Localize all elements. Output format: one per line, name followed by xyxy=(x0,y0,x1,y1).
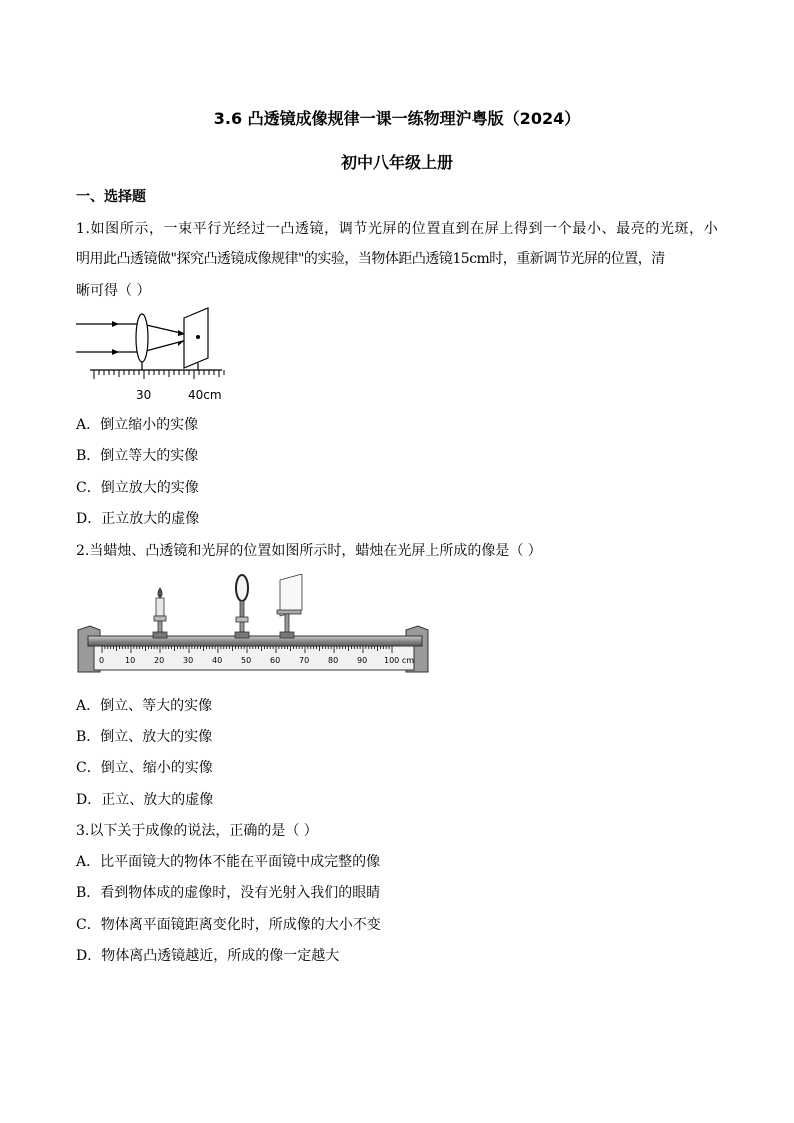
bench-label-70: 70 xyxy=(299,656,310,665)
ruler-label-40cm: 40cm xyxy=(188,388,222,402)
q3-option-d[interactable]: D．物体离凸透镜越近，所成的像一定越大 xyxy=(76,948,340,964)
candle-holder xyxy=(153,588,167,638)
bench-label-60: 60 xyxy=(270,656,281,665)
bench-label-40: 40 xyxy=(212,656,223,665)
lens-holder xyxy=(235,575,249,638)
q2-option-a[interactable]: A．倒立、等大的实像 xyxy=(76,698,213,714)
question-1-line-2: 明用此凸透镜做"探究凸透镜成像规律"的实验，当物体距凸透镜15cm时，重新调节光屏的位置，清 xyxy=(76,251,665,267)
ruler-label-30: 30 xyxy=(136,388,152,402)
bench-label-0: 0 xyxy=(99,656,105,665)
screen-holder xyxy=(277,574,302,638)
bench-label-80: 80 xyxy=(328,656,339,665)
bench-label-100cm: 100 cm xyxy=(384,656,415,665)
page-subtitle: 初中八年级上册 xyxy=(340,153,453,172)
section-heading: 一、选择题 xyxy=(76,189,146,205)
bench-label-90: 90 xyxy=(357,656,368,665)
bench-label-50: 50 xyxy=(241,656,252,665)
optical-bench-figure xyxy=(74,574,432,680)
bench-label-20: 20 xyxy=(154,656,165,665)
q3-option-a[interactable]: A．比平面镜大的物体不能在平面镜中成完整的像 xyxy=(76,854,381,870)
question-3-text: 3.以下关于成像的说法，正确的是（ ） xyxy=(76,823,318,839)
q1-option-b[interactable]: B．倒立等大的实像 xyxy=(76,448,199,464)
q3-option-c[interactable]: C．物体离平面镜距离变化时，所成像的大小不变 xyxy=(76,917,381,933)
question-1-line-3: 晰可得（ ） xyxy=(76,283,151,299)
q1-option-c[interactable]: C．倒立放大的实像 xyxy=(76,480,199,496)
question-2-text: 2.当蜡烛、凸透镜和光屏的位置如图所示时，蜡烛在光屏上所成的像是（ ） xyxy=(76,543,542,559)
page-title: 3.6 凸透镜成像规律一课一练物理沪粤版（2024） xyxy=(213,109,581,128)
question-1-line-1: 1.如图所示，一束平行光经过一凸透镜，调节光屏的位置直到在屏上得到一个最小、最亮的光斑，小 xyxy=(76,221,719,237)
q3-option-b[interactable]: B．看到物体成的虚像时，没有光射入我们的眼睛 xyxy=(76,885,381,901)
bench-label-30: 30 xyxy=(183,656,194,665)
q1-option-d[interactable]: D．正立放大的虚像 xyxy=(76,511,200,527)
q1-option-a[interactable]: A．倒立缩小的实像 xyxy=(76,417,199,433)
lens-focus-figure xyxy=(74,306,226,402)
q2-option-c[interactable]: C．倒立、缩小的实像 xyxy=(76,760,213,776)
bench-label-10: 10 xyxy=(125,656,136,665)
q2-option-d[interactable]: D．正立、放大的虚像 xyxy=(76,792,214,808)
q2-option-b[interactable]: B．倒立、放大的实像 xyxy=(76,729,213,745)
